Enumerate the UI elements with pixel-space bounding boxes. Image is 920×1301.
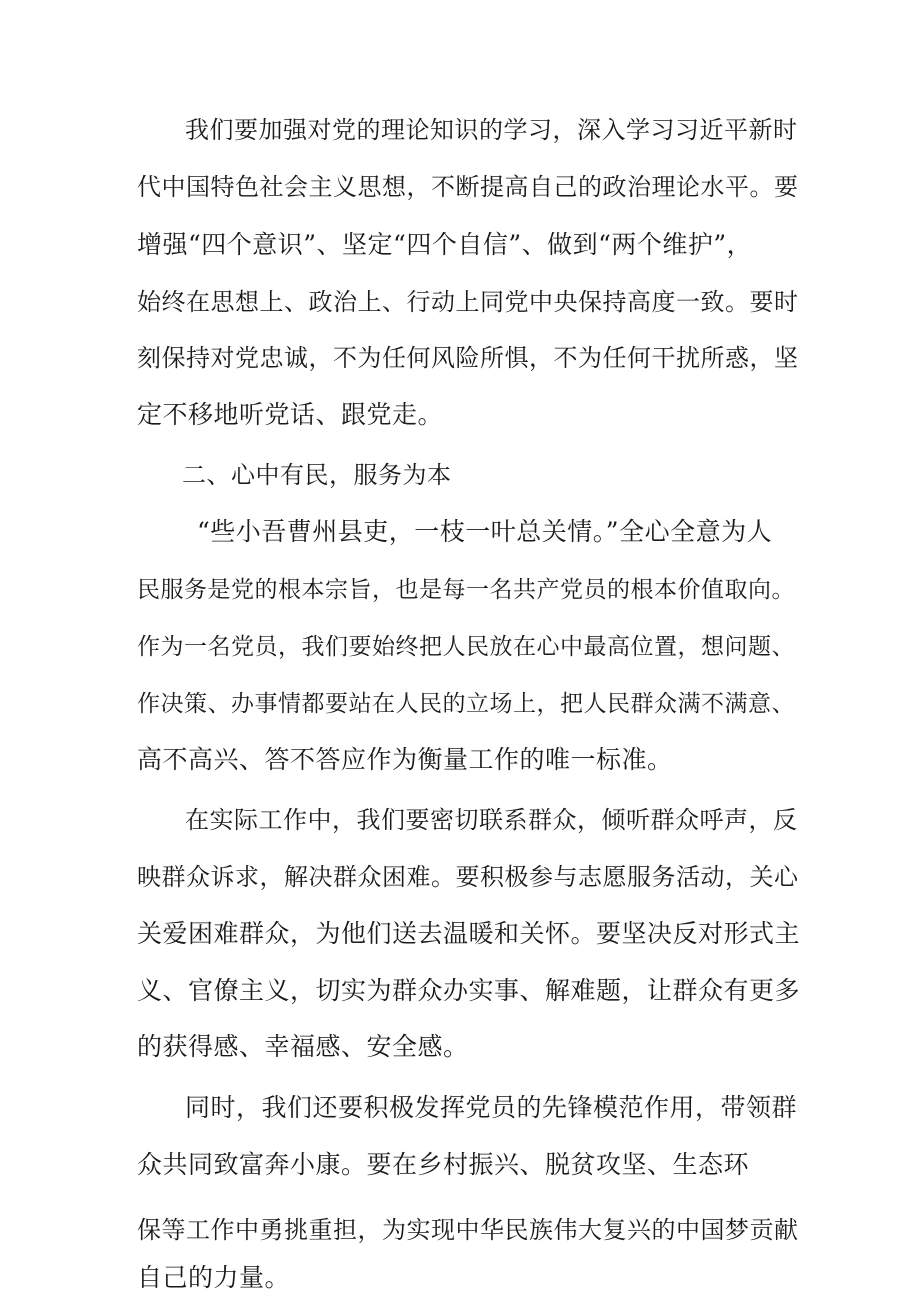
paragraph-line: 同时，我们还要积极发挥党员的先锋模范作用，带领群 [185, 1093, 798, 1122]
paragraph-line: 民服务是党的根本宗旨，也是每一名共产党员的根本价值取向。 [137, 577, 795, 603]
paragraph-line: 始终在思想上、政治上、行动上同党中央保持高度一致。要时 [137, 288, 799, 316]
paragraph-line: 自己的力量。 [137, 1263, 291, 1292]
section-heading: 二、心中有民，服务为本 [182, 461, 452, 489]
paragraph-line: 的获得感、幸福感、安全感。 [137, 1032, 469, 1061]
paragraph-line: 我们要加强对党的理论知识的学习，深入学习习近平新时 [185, 116, 798, 144]
paragraph-line: 代中国特色社会主义思想，不断提高自己的政治理论水平。要 [137, 173, 799, 201]
paragraph-line: 义、官僚主义，切实为群众办实事、解难题，让群众有更多 [137, 976, 801, 1005]
paragraph-line: 高不高兴、答不答应作为衡量工作的唯一标准。 [137, 745, 673, 774]
paragraph-line: 在实际工作中，我们要密切联系群众，倾听群众呼声，反 [185, 806, 798, 834]
paragraph-line: 增强“四个意识”、坚定“四个自信”、做到“两个维护”， [137, 230, 753, 259]
paragraph-line: 刻保持对党忠诚，不为任何风险所惧，不为任何干扰所惑，坚 [137, 344, 799, 372]
paragraph-line: 作决策、办事情都要站在人民的立场上，把人民群众满不满意、 [137, 691, 795, 717]
paragraph-line: 众共同致富奔小康。要在乡村振兴、脱贫攻坚、生态环 [137, 1150, 750, 1179]
paragraph-line: 保等工作中勇挑重担，为实现中华民族伟大复兴的中国梦贡献 [137, 1216, 799, 1244]
paragraph-line: 定不移地听党话、跟党走。 [137, 400, 444, 429]
paragraph-line: 作为一名党员，我们要始终把人民放在心中最高位置，想问题、 [137, 634, 795, 660]
paragraph-line: 关爱困难群众，为他们送去温暖和关怀。要坚决反对形式主 [137, 919, 801, 948]
paragraph-line: 映群众诉求，解决群众困难。要积极参与志愿服务活动，关心 [137, 863, 799, 891]
paragraph-line: “些小吾曹州县吏，一枝一叶总关情。”全心全意为人 [197, 517, 773, 546]
